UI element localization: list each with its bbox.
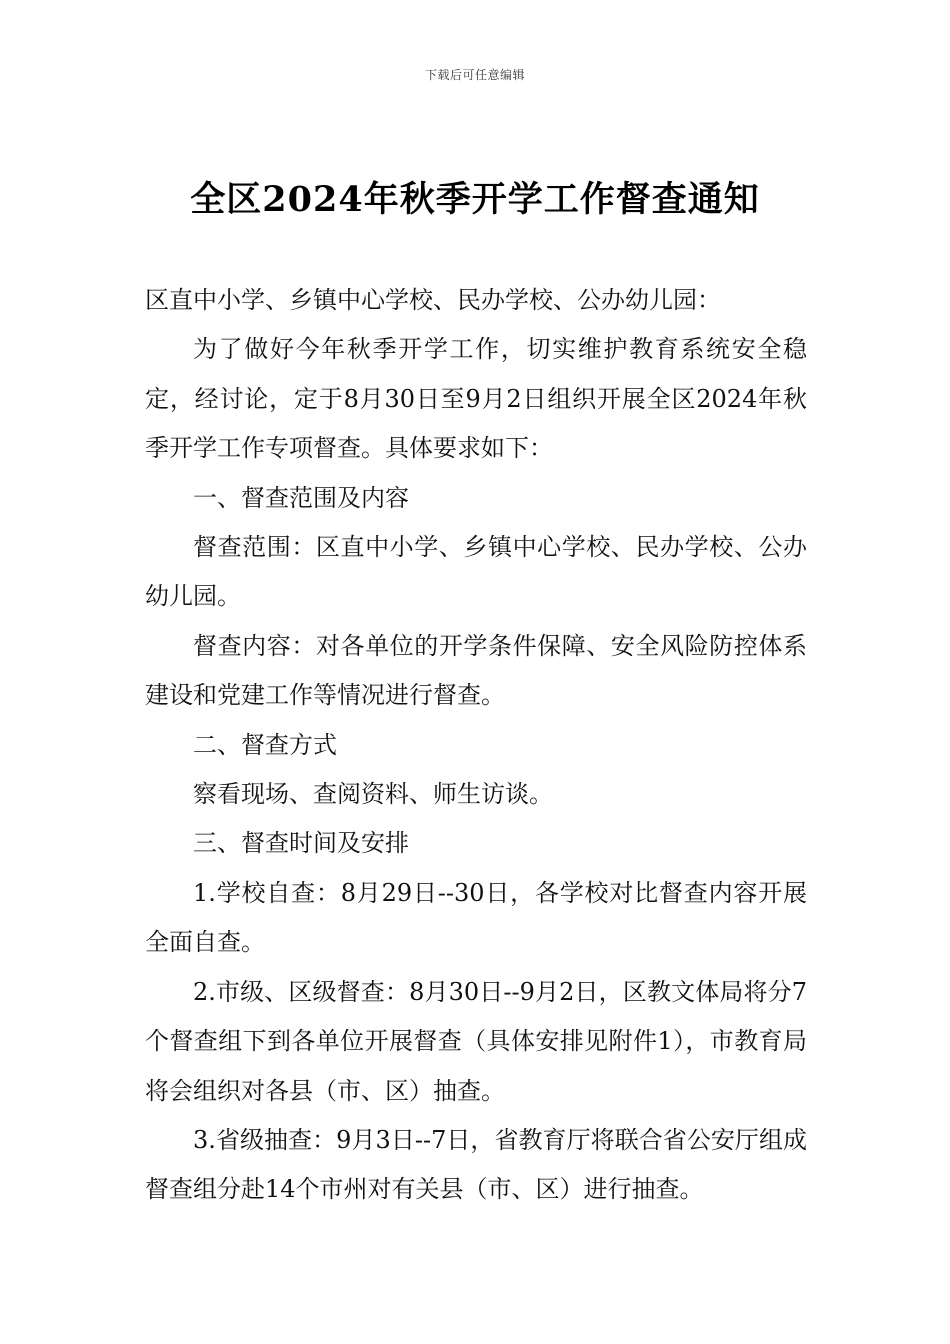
document-body [145, 276, 807, 1215]
content-paragraph: 督查内容：对各单位的开学条件保障、安全风险防控体系建设和党建工作等情况进行督查。 [145, 631, 807, 710]
section-heading-schedule: 三、督查时间及安排 [193, 829, 409, 858]
document-title: 全区2024年秋季开学工作督查通知 [190, 179, 760, 220]
scope-paragraph: 督查范围：区直中小学、乡镇中心学校、民办学校、公办幼儿园。 [145, 533, 807, 611]
section-heading-method: 二、督查方式 [193, 730, 337, 759]
intro-paragraph: 为了做好今年秋季开学工作，切实维护教育系统安全稳定，经讨论，定于8月30日至9月2日组织开展全区2024年秋季开学工作专项督查。具体要求如下： [145, 335, 807, 463]
section-heading-scope: 一、督查范围及内容 [193, 483, 409, 512]
schedule-item-2: 2.市级、区级督查：8月30日--9月2日，区教文体局将分7个督查组下到各单位开展督查（具体安排见附件1），市教育局将会组织对各县（市、区）抽查。 [145, 977, 807, 1105]
schedule-item-3: 3.省级抽查：9月3日--7日，省教育厅将联合省公安厅组成督查组分赴14个市州对有关县（市、区）进行抽查。 [145, 1125, 807, 1204]
page-header-note: 下载后可任意编辑 [424, 68, 525, 82]
schedule-item-1: 1.学校自查：8月29日--30日，各学校对比督查内容开展全面自查。 [145, 878, 807, 957]
method-paragraph: 察看现场、查阅资料、师生访谈。 [193, 780, 553, 809]
salutation: 区直中小学、乡镇中心学校、民办学校、公办幼儿园： [145, 286, 721, 314]
